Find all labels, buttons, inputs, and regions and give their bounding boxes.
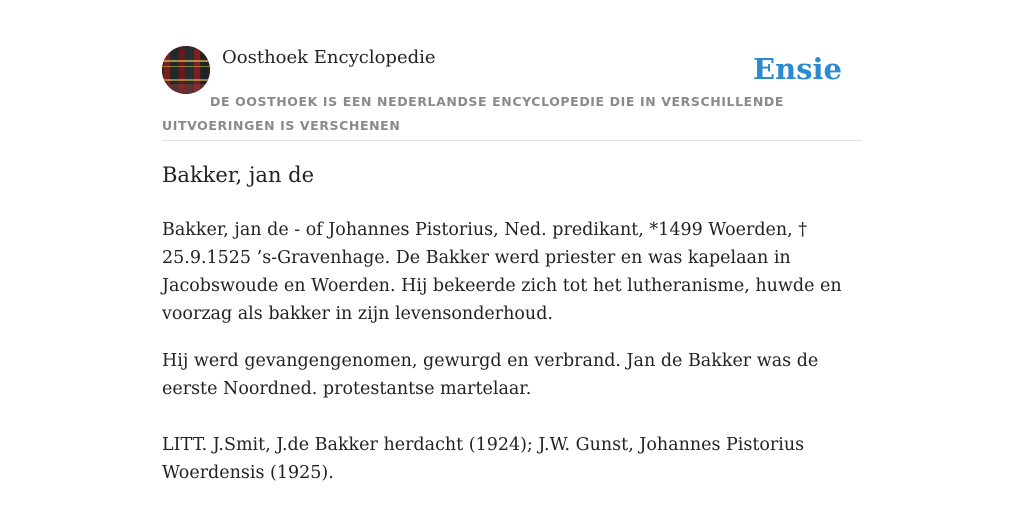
entry-paragraph: Hij werd gevangengenomen, gewurgd en verbrand. Jan de Bakker was de eerste Noordned. protestantse martelaar. <box>162 351 819 399</box>
brand-logo[interactable]: Ensie <box>753 52 842 86</box>
entry-body <box>162 216 862 487</box>
source-description: DE OOSTHOEK IS EEN NEDERLANDSE ENCYCLOPEDIE DIE IN VERSCHILLENDE UITVOERINGEN IS VERSCHENEN <box>162 94 784 133</box>
entry-title: Bakker, jan de <box>162 163 315 187</box>
entry-literature: LITT. J.Smit, J.de Bakker herdacht (1924); J.W. Gunst, Johannes Pistorius Woerdensis (1925). <box>162 435 805 483</box>
entry-paragraph: Bakker, jan de - of Johannes Pistorius, Ned. predikant, *1499 Woerden, † 25.9.1525 ’s-Gravenhage. De Bakker werd priester en was kapelaan in Jacobswoude en Woerden. Hij bekeerde zich tot het lutheranisme, huwde en voorzag als bakker in zijn levensonderhoud. <box>162 220 842 324</box>
source-avatar[interactable] <box>162 46 210 94</box>
book-spines-icon <box>162 46 210 94</box>
source-title[interactable]: Oosthoek Encyclopedie <box>222 47 436 68</box>
site-header <box>162 46 862 141</box>
